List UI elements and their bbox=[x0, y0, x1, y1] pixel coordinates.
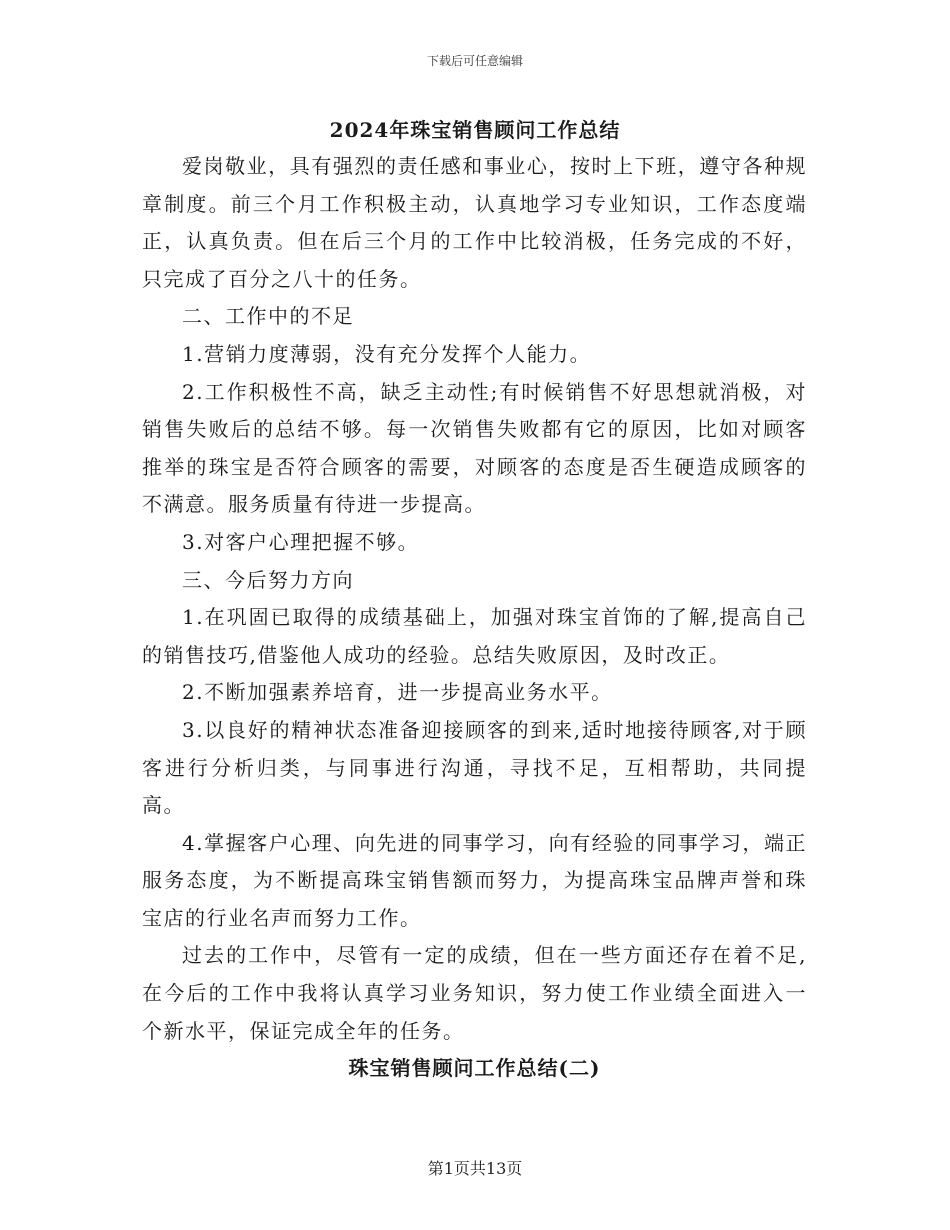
page-footer: 第1页共13页 bbox=[427, 1159, 523, 1178]
document-title: 2024年珠宝销售顾问工作总结 bbox=[329, 118, 621, 142]
list-item-shortcoming-1: 1.营销力度薄弱，没有充分发挥个人能力。 bbox=[182, 341, 592, 366]
section-heading-shortcomings: 二、工作中的不足 bbox=[182, 304, 354, 329]
list-item-direction-4: 4.掌握客户心理、向先进的同事学习，向有经验的同事学习，端正服务态度，为不断提高珠宝销售额而努力，为提高珠宝品牌声誉和珠宝店的行业名声而努力工作。 bbox=[142, 830, 807, 930]
paragraph-intro: 爱岗敬业，具有强烈的责任感和事业心，按时上下班，遵守各种规章制度。前三个月工作积极主动，认真地学习专业知识，工作态度端正，认真负责。但在后三个月的工作中比较消极，任务完成的不好，只完成了百分之八十的任务。 bbox=[142, 154, 807, 291]
list-item-direction-3: 3.以良好的精神状态准备迎接顾客的到来,适时地接待顾客,对于顾客进行分析归类，与同事进行沟通，寻找不足，互相帮助，共同提高。 bbox=[142, 717, 807, 818]
list-item-direction-2: 2.不断加强素养培育，进一步提高业务水平。 bbox=[182, 680, 613, 705]
section-heading-direction: 三、今后努力方向 bbox=[182, 567, 354, 592]
next-section-title: 珠宝销售顾问工作总结(二) bbox=[348, 1056, 601, 1081]
paragraph-conclusion: 过去的工作中，尽管有一定的成绩，但在一些方面还存在着不足,在今后的工作中我将认真学习业务知识，努力使工作业绩全面进入一个新水平，保证完成全年的任务。 bbox=[142, 943, 807, 1043]
header-note: 下载后可任意编辑 bbox=[426, 54, 523, 68]
list-item-shortcoming-3: 3.对客户心理把握不够。 bbox=[182, 529, 420, 554]
list-item-direction-1: 1.在巩固已取得的成绩基础上，加强对珠宝首饰的了解,提高自己的销售技巧,借鉴他人成功的经验。总结失败原因，及时改正。 bbox=[142, 605, 807, 667]
list-item-shortcoming-2: 2.工作积极性不高，缺乏主动性;有时候销售不好思想就消极，对销售失败后的总结不够。每一次销售失败都有它的原因，比如对顾客推举的珠宝是否符合顾客的需要，对顾客的态度是否生硬造成顾客的不满意。服务质量有待进一步提高。 bbox=[142, 379, 807, 517]
document-body bbox=[142, 148, 807, 1088]
